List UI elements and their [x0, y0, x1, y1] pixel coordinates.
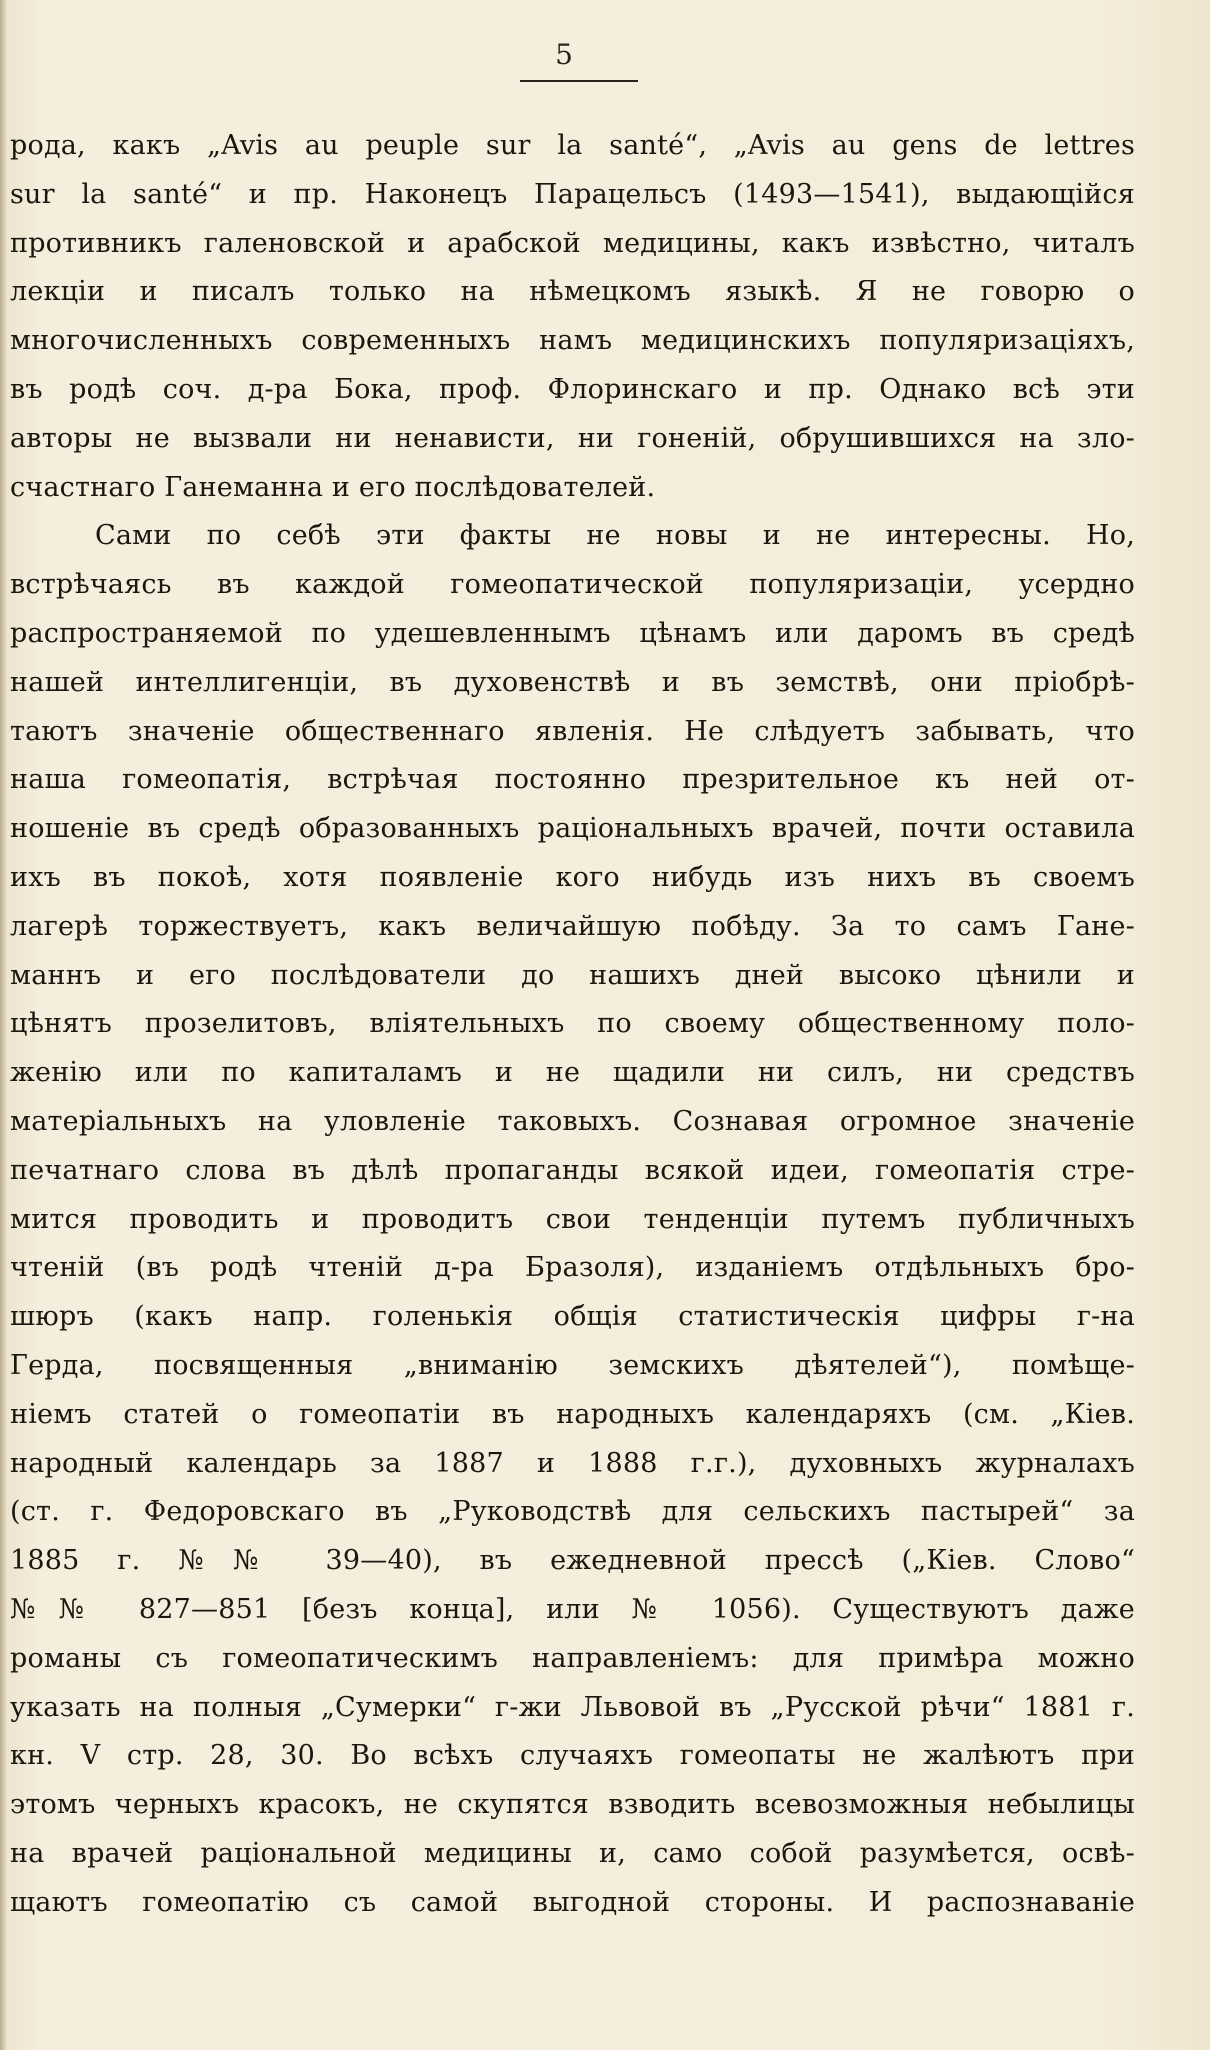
text-line: печатнаго слова въ дѣлѣ пропаганды всякой идеи, гомеопатія стре-	[10, 1154, 1135, 1186]
text-line: указать на полныя „Сумерки“ г-жи Львовой въ „Русской рѣчи“ 1881 г.	[10, 1691, 1135, 1723]
paragraph-2	[10, 512, 1135, 1927]
text-line: sur la santé“ и пр. Наконецъ Парацельсъ (1493—1541), выдающійся	[10, 178, 1135, 210]
text-line: таютъ значеніе общественнаго явленія. Не слѣдуетъ забывать, что	[10, 715, 1135, 747]
text-line: ніемъ статей о гомеопатіи въ народныхъ календаряхъ (см. „Кіев.	[10, 1398, 1135, 1430]
body-text	[10, 122, 1135, 1927]
text-line: встрѣчаясь въ каждой гомеопатической популяризаціи, усердно	[10, 569, 1135, 601]
text-line: авторы не вызвали ни ненависти, ни гоненій, обрушившихся на зло-	[10, 422, 1135, 454]
text-line: ношеніе въ средѣ образованныхъ раціональныхъ врачей, почти оставила	[10, 813, 1135, 845]
text-line: 1885 г. №№ 39—40), въ ежедневной прессѣ („Кіев. Слово“	[10, 1545, 1135, 1577]
page-number-rule	[520, 80, 638, 82]
page-number: 5	[555, 38, 573, 71]
text-line: счастнаго Ганеманна и его послѣдователей.	[10, 471, 656, 503]
text-line: женію или по капиталамъ и не щадили ни силъ, ни средствъ	[10, 1057, 1135, 1089]
text-line: щаютъ гомеопатію съ самой выгодной стороны. И распознаваніе	[10, 1886, 1135, 1918]
text-line: на врачей раціональной медицины и, само собой разумѣется, освѣ-	[10, 1837, 1135, 1869]
text-line: многочисленныхъ современныхъ намъ медицинскихъ популяризаціяхъ,	[10, 325, 1135, 357]
text-line: лагерѣ торжествуетъ, какъ величайшую побѣду. За то самъ Гане-	[10, 910, 1135, 942]
text-line: Герда, посвященныя „вниманію земскихъ дѣятелей“), помѣще-	[10, 1349, 1135, 1381]
text-line: мится проводить и проводитъ свои тенденціи путемъ публичныхъ	[10, 1203, 1135, 1235]
text-line: Сами по себѣ эти факты не новы и не интересны. Но,	[95, 520, 1135, 552]
text-line: нашей интеллигенціи, въ духовенствѣ и въ земствѣ, они пріобрѣ-	[10, 666, 1135, 698]
text-line: романы съ гомеопатическимъ направленіемъ: для примѣра можно	[10, 1642, 1135, 1674]
text-line: (ст. г. Федоровскаго въ „Руководствѣ для сельскихъ пастырей“ за	[10, 1496, 1135, 1528]
text-line: маннъ и его послѣдователи до нашихъ дней высоко цѣнили и	[10, 959, 1135, 991]
text-line: матеріальныхъ на уловленіе таковыхъ. Сознавая огромное значеніе	[10, 1105, 1135, 1137]
text-line: этомъ черныхъ красокъ, не скупятся взводить всевозможныя небылицы	[10, 1789, 1135, 1821]
text-line: противникъ галеновской и арабской медицины, какъ извѣстно, читалъ	[10, 227, 1135, 259]
text-line: распространяемой по удешевленнымъ цѣнамъ или даромъ въ средѣ	[10, 617, 1135, 649]
text-line: чтеній (въ родѣ чтеній д-ра Бразоля), изданіемъ отдѣльныхъ бро-	[10, 1252, 1135, 1284]
text-line: №№ 827—851 [безъ конца], или № 1056). Существуютъ даже	[10, 1593, 1135, 1625]
paragraph-1	[10, 122, 1135, 512]
page-gutter-shadow	[0, 0, 6, 2050]
text-line: въ родѣ соч. д-ра Бока, проф. Флоринскаго и пр. Однако всѣ эти	[10, 373, 1135, 405]
text-line: рода, какъ „Avis au peuple sur la santé“, „Avis au gens de lettres	[10, 130, 1135, 161]
text-line: наша гомеопатія, встрѣчая постоянно презрительное къ ней от-	[10, 764, 1135, 796]
text-line: цѣнятъ прозелитовъ, вліятельныхъ по своему общественному поло-	[10, 1008, 1135, 1040]
text-line: лекціи и писалъ только на нѣмецкомъ языкѣ. Я не говорю о	[10, 276, 1135, 308]
text-line: кн. V стр. 28, 30. Во всѣхъ случаяхъ гомеопаты не жалѣютъ при	[10, 1740, 1135, 1772]
text-line: народный календарь за 1887 и 1888 г.г.), духовныхъ журналахъ	[10, 1447, 1135, 1479]
text-line: ихъ въ покоѣ, хотя появленіе кого нибудь изъ нихъ въ своемъ	[10, 861, 1135, 893]
text-line: шюръ (какъ напр. голенькія общія статистическія цифры г-на	[10, 1301, 1135, 1333]
